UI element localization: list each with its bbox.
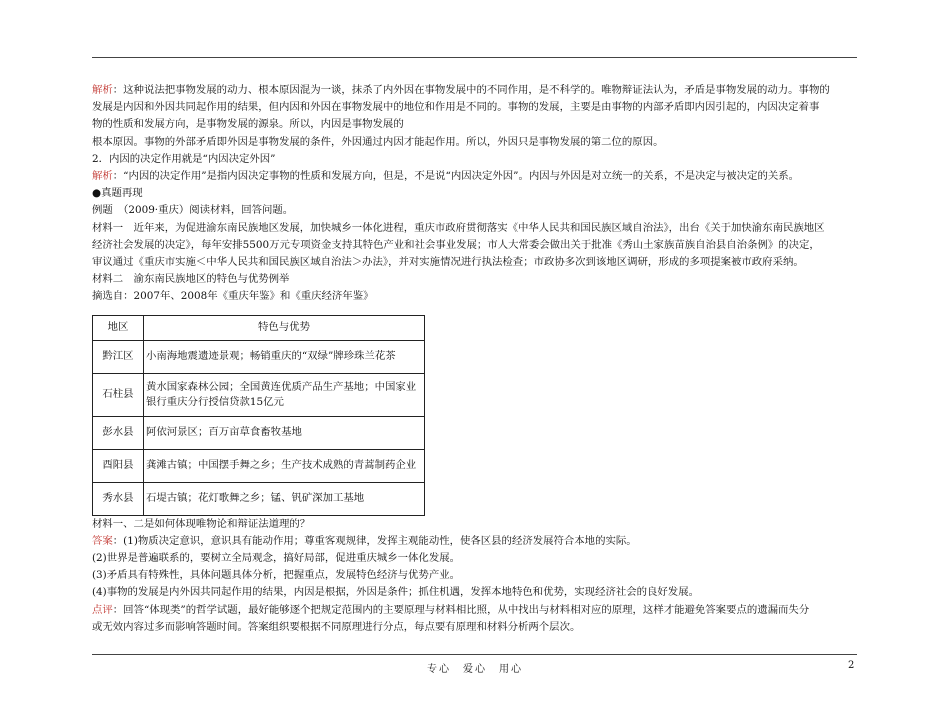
material-1-line-1: 材料一 近年来，为促进渝东南民族地区发展，加快城乡一体化进程，重庆市政府贯彻落实《中华人民共和国民族区域自治法》，出台《关于加快渝东南民族地区 bbox=[92, 221, 825, 234]
footer-rule bbox=[92, 654, 857, 655]
header-rule bbox=[92, 57, 857, 58]
analysis-2: 解析：“内因的决定作用”是指内因决定事物的性质和发展方向，但是，不是说“内因决定外因”。内因与外因是对立统一的关系，不是决定与被决定的关系。 bbox=[92, 170, 800, 183]
answer-line-2: (2)世界是普遍联系的，要树立全局观念，搞好局部，促进重庆城乡一体化发展。 bbox=[92, 552, 460, 565]
analysis-1-line-1: 解析：这种说法把事物发展的动力、根本原因混为一谈，抹杀了内外因在事物发展中的不同作用，是不科学的。唯物辩证法认为，矛盾是事物发展的动力。事物的 bbox=[92, 84, 830, 96]
features-cell: 阿依河景区；百万亩草食畜牧基地 bbox=[144, 416, 425, 449]
footer-slogan: 专心 爱心 用心 bbox=[427, 664, 523, 675]
example-line: 例题 （2009·重庆）阅读材料，回答问题。 bbox=[92, 204, 294, 217]
table-row bbox=[93, 482, 425, 515]
table-row bbox=[93, 373, 425, 416]
material-2-title: 材料二 渝东南民族地区的特色与优势例举 bbox=[92, 273, 290, 286]
analysis-1-line-3: 物的性质和发展方向，是事物发展的源泉。所以，内因是事物发展的 bbox=[92, 118, 404, 131]
analysis-1-line-4: 根本原因。事物的外部矛盾即外因是事物发展的条件，外因通过内因才能起作用。所以，外因只是事物发展的第二位的原因。 bbox=[92, 135, 664, 148]
material-2-source: 摘选自：2007年、2008年《重庆年鉴》和《重庆经济年鉴》 bbox=[92, 290, 374, 303]
point-2-heading: 2．内因的决定作用就是“内因决定外因” bbox=[92, 152, 276, 165]
material-1-line-2: 经济社会发展的决定》，每年安排5500万元专项资金支持其特色产业和社会事业发展；市人大常委会做出关于批准《秀山土家族苗族自治县自治条例》的决定， bbox=[92, 238, 820, 251]
material-1-line-3: 审议通过《重庆市实施＜中华人民共和国民族区域自治法＞办法》，并对实施情况进行执法检查；市政协多次到该地区调研，形成的多项提案被市政府采纳。 bbox=[92, 256, 804, 269]
table-header-row bbox=[93, 315, 425, 340]
table-row bbox=[93, 449, 425, 482]
table-row bbox=[93, 416, 425, 449]
answer-label: 答案 bbox=[92, 534, 113, 547]
region-cell: 酉阳县 bbox=[93, 449, 144, 482]
features-cell: 龚滩古镇；中国摆手舞之乡；生产技术成熟的青蒿制药企业 bbox=[144, 449, 425, 482]
answer-line-4: (4)事物的发展是内外因共同起作用的结果，内因是根据，外因是条件；抓住机遇，发挥本地特色和优势，实现经济社会的良好发展。 bbox=[92, 586, 699, 599]
region-cell: 彭水县 bbox=[93, 416, 144, 449]
comment-line-2: 或无效内容过多而影响答题时间。答案组织要根据不同原理进行分点，每点要有原理和材料分析两个层次。 bbox=[92, 620, 581, 633]
question-line: 材料一、二是如何体现唯物论和辩证法道理的？ bbox=[92, 517, 311, 530]
table-row bbox=[93, 340, 425, 373]
section-heading: ●真题再现 bbox=[92, 187, 143, 200]
answer-line-3: (3)矛盾具有特殊性，具体问题具体分析，把握重点，发展特色经济与优势产业。 bbox=[92, 569, 460, 582]
header-region: 地区 bbox=[93, 315, 144, 340]
features-cell: 黄水国家森林公园；全国黄连优质产品生产基地；中国家业 银行重庆分行授信贷款15亿元 bbox=[144, 373, 425, 416]
comment-label: 点评 bbox=[92, 603, 113, 616]
features-cell: 小南海地震遗迹景观；畅销重庆的“双绿”牌珍珠兰花茶 bbox=[144, 340, 425, 373]
answer-line-1: 答案：(1)物质决定意识，意识具有能动作用；尊重客观规律，发挥主观能动性，使各区县的经济发展符合本地的实际。 bbox=[92, 534, 637, 547]
features-cell: 石堤古镇；花灯歌舞之乡；锰、钒矿深加工基地 bbox=[144, 482, 425, 515]
region-cell: 秀水县 bbox=[93, 482, 144, 515]
analysis-label: 解析 bbox=[92, 84, 113, 96]
analysis-label: 解析 bbox=[92, 170, 113, 183]
header-features: 特色与优势 bbox=[144, 315, 425, 340]
region-cell: 黔江区 bbox=[93, 340, 144, 373]
page-content bbox=[92, 82, 857, 636]
page-number: 2 bbox=[848, 660, 855, 671]
region-cell: 石柱县 bbox=[93, 373, 144, 416]
analysis-1-line-2: 发展是内因和外因共同起作用的结果，但内因和外因在事物发展中的地位和作用是不同的。事物的发展，主要是由事物的内部矛盾即内因引起的，内因决定着事 bbox=[92, 101, 820, 114]
comment-line-1: 点评：回答“体现类”的哲学试题，最好能够逐个把规定范围内的主要原理与材料相比照，从中找出与材料相对应的原理，这样才能避免答案要点的遗漏而失分 bbox=[92, 603, 810, 616]
features-table bbox=[92, 315, 425, 516]
